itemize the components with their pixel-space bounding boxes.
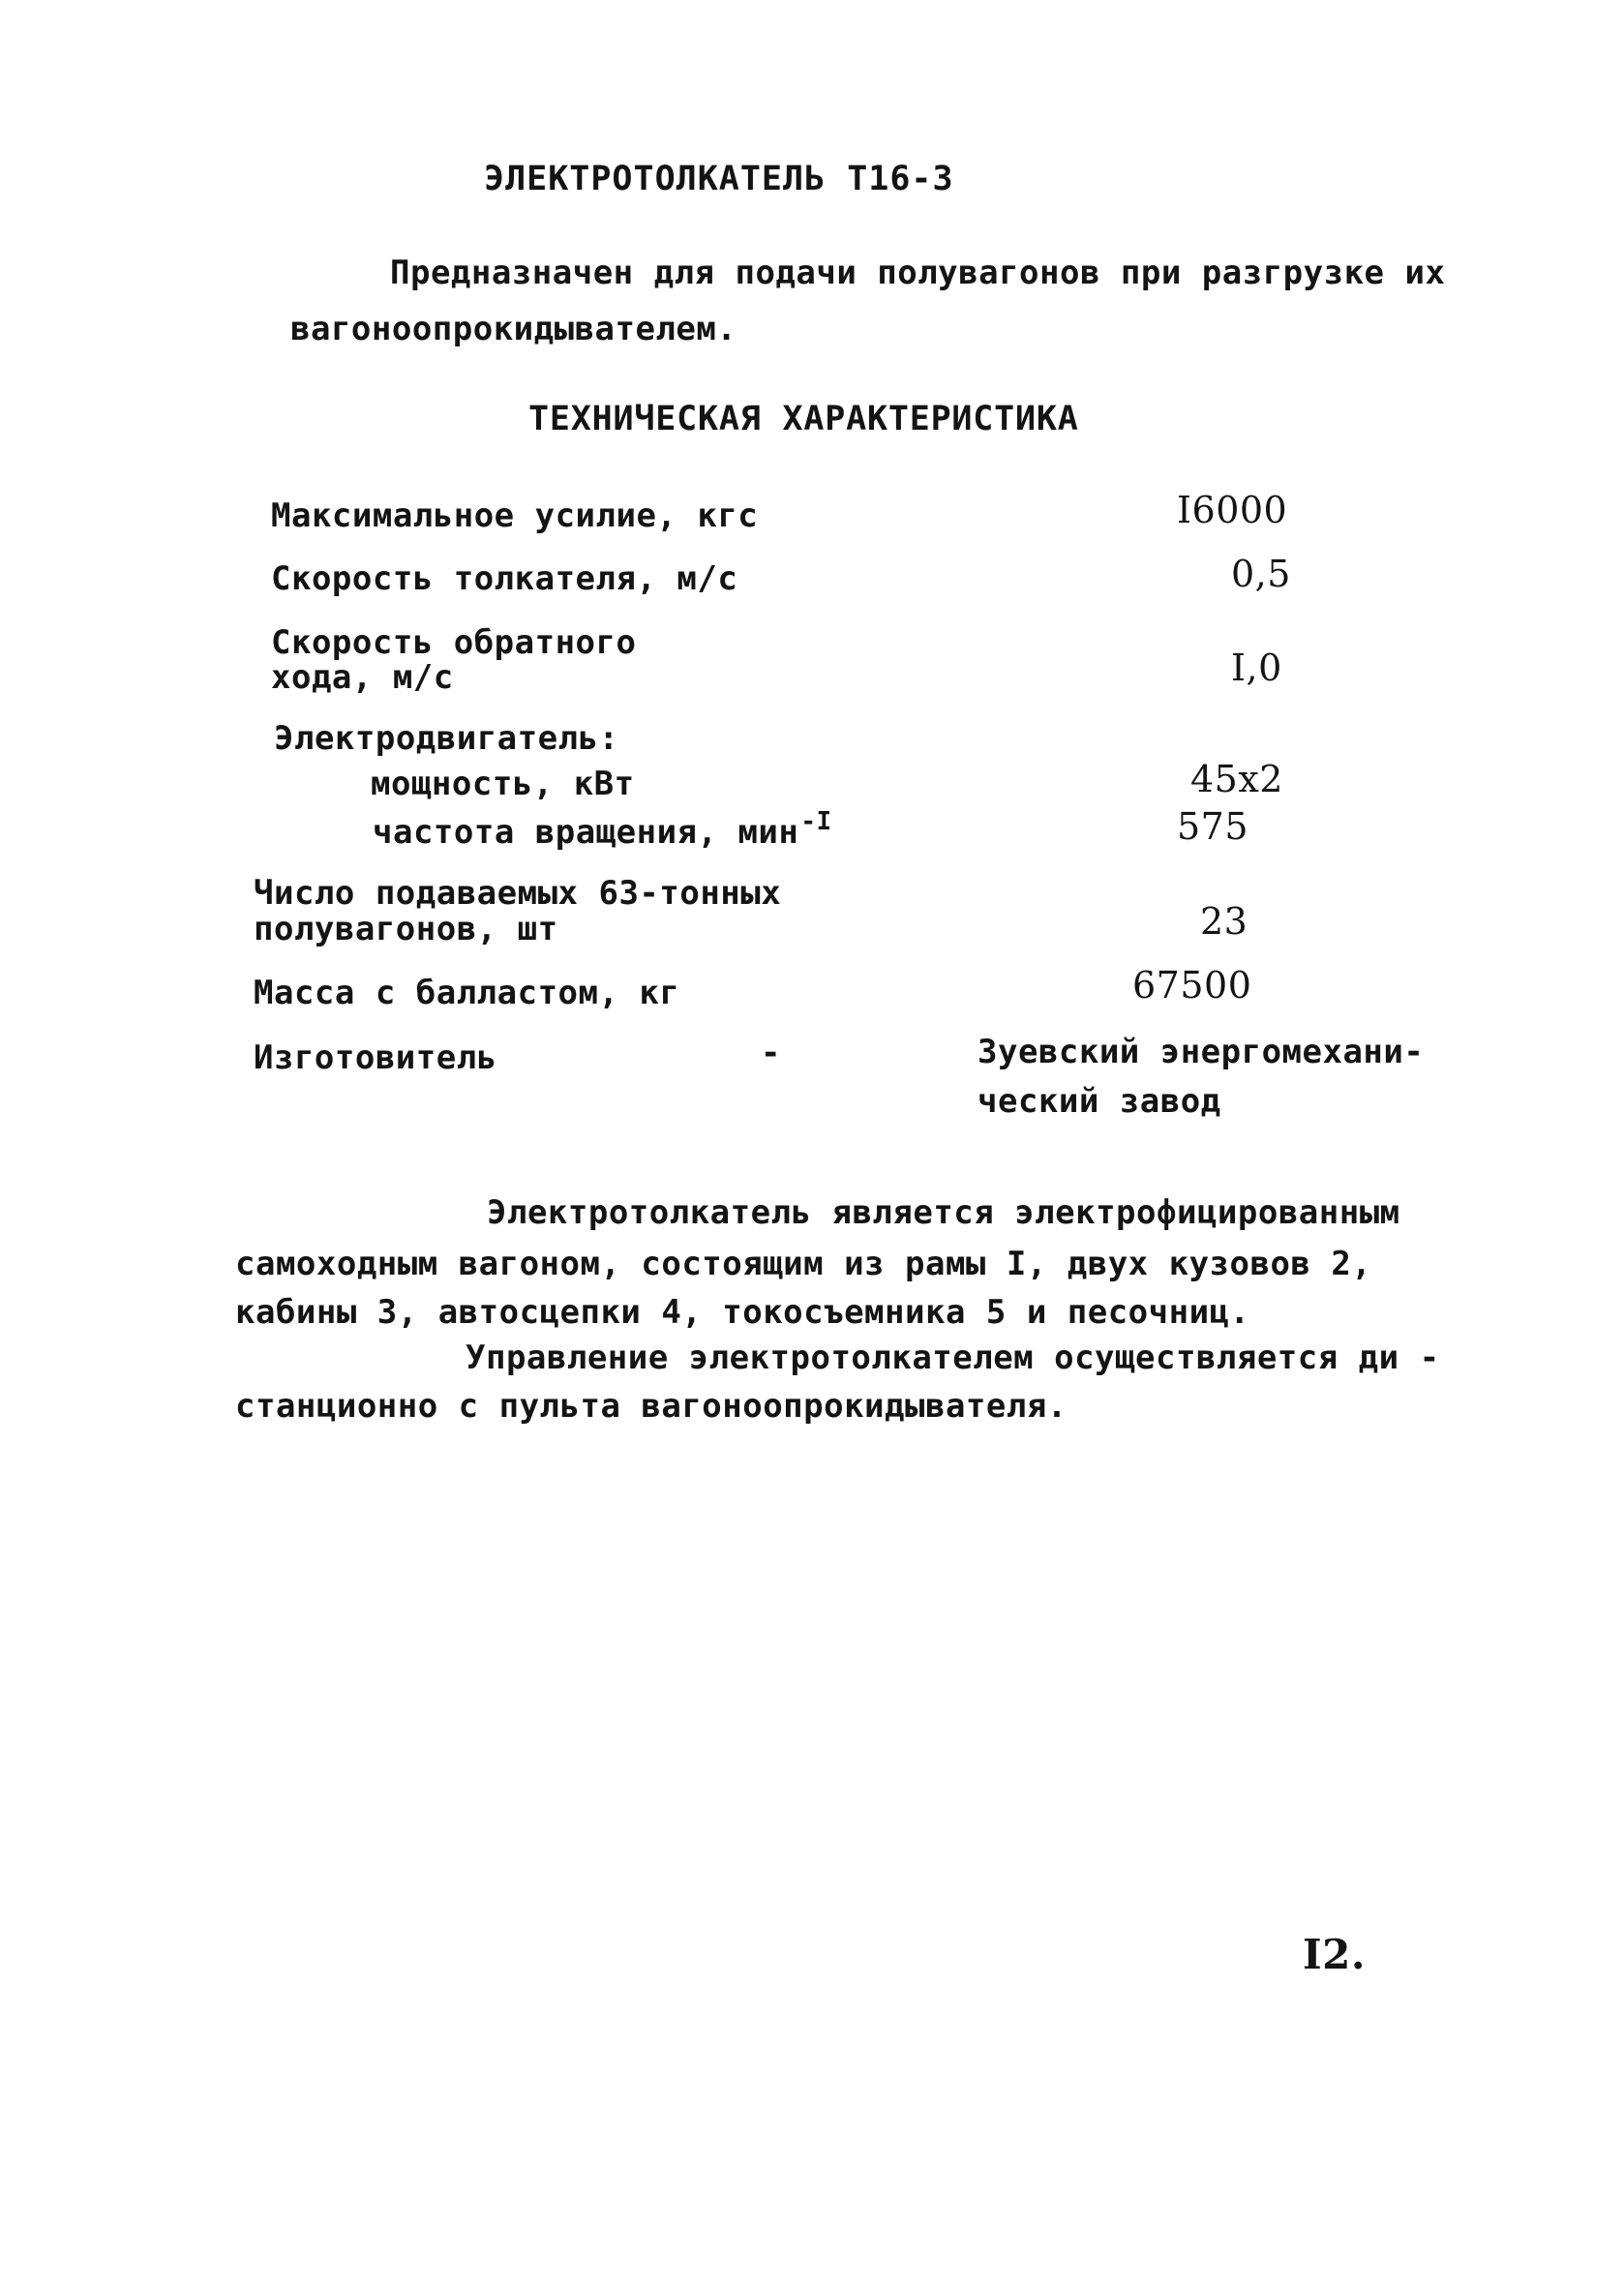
purpose-line-1: Предназначен для подачи полувагонов при разгрузке их bbox=[390, 254, 1446, 292]
description-line-1: Электротолкатель является электрофицированным bbox=[487, 1193, 1400, 1232]
spec-motor-rpm-sup: -I bbox=[800, 807, 832, 836]
spec-mass-label: Масса с балластом, кг bbox=[254, 974, 680, 1012]
spec-return-speed-label-2: хода, м/с bbox=[271, 658, 454, 697]
description-line-5: станционно с пульта вагоноопрокидывателя. bbox=[235, 1387, 1068, 1426]
spec-motor-rpm-value: 575 bbox=[1177, 805, 1249, 848]
spec-mass-value: 67500 bbox=[1132, 964, 1252, 1007]
spec-maker-value-1: Зуевский энергомехани- bbox=[977, 1033, 1425, 1071]
description-line-2: самоходным вагоном, состоящим из рамы I, двух кузовов 2, bbox=[235, 1245, 1372, 1283]
spec-return-speed-label-1: Скорость обратного bbox=[271, 623, 637, 662]
page-number: I2. bbox=[1303, 1931, 1366, 1978]
spec-heading: ТЕХНИЧЕСКАЯ ХАРАКТЕРИСТИКА bbox=[528, 400, 1079, 438]
spec-motor-rpm-text: частота вращения, мин bbox=[373, 813, 799, 852]
spec-max-force-label: Максимальное усилие, кгс bbox=[271, 496, 759, 535]
spec-pusher-speed-value: 0,5 bbox=[1231, 553, 1291, 595]
spec-motor-power-value: 45x2 bbox=[1190, 758, 1283, 800]
spec-maker-value-2: ческий завод bbox=[977, 1082, 1221, 1121]
spec-max-force-value: I6000 bbox=[1177, 489, 1288, 531]
spec-cars-label-1: Число подаваемых 63-тонных bbox=[254, 874, 782, 913]
spec-pusher-speed-label: Скорость толкателя, м/с bbox=[271, 559, 738, 598]
spec-maker-label: Изготовитель bbox=[254, 1038, 497, 1077]
spec-cars-value: 23 bbox=[1200, 900, 1248, 943]
spec-motor-label: Электродвигатель: bbox=[274, 719, 619, 758]
spec-return-speed-value: I,0 bbox=[1231, 647, 1282, 689]
spec-cars-label-2: полувагонов, шт bbox=[254, 910, 558, 948]
description-line-4: Управление электротолкателем осуществляется ди - bbox=[466, 1339, 1440, 1377]
spec-motor-rpm-label bbox=[373, 807, 832, 855]
spec-maker-dash: - bbox=[761, 1034, 781, 1072]
purpose-line-2: вагоноопрокидывателем. bbox=[290, 310, 737, 348]
spec-motor-power-label: мощность, кВт bbox=[371, 765, 635, 803]
description-line-3: кабины 3, автосцепки 4, токосъемника 5 и песочниц. bbox=[235, 1293, 1250, 1332]
document-title: ЭЛЕКТРОТОЛКАТЕЛЬ Т16-3 bbox=[484, 160, 954, 198]
